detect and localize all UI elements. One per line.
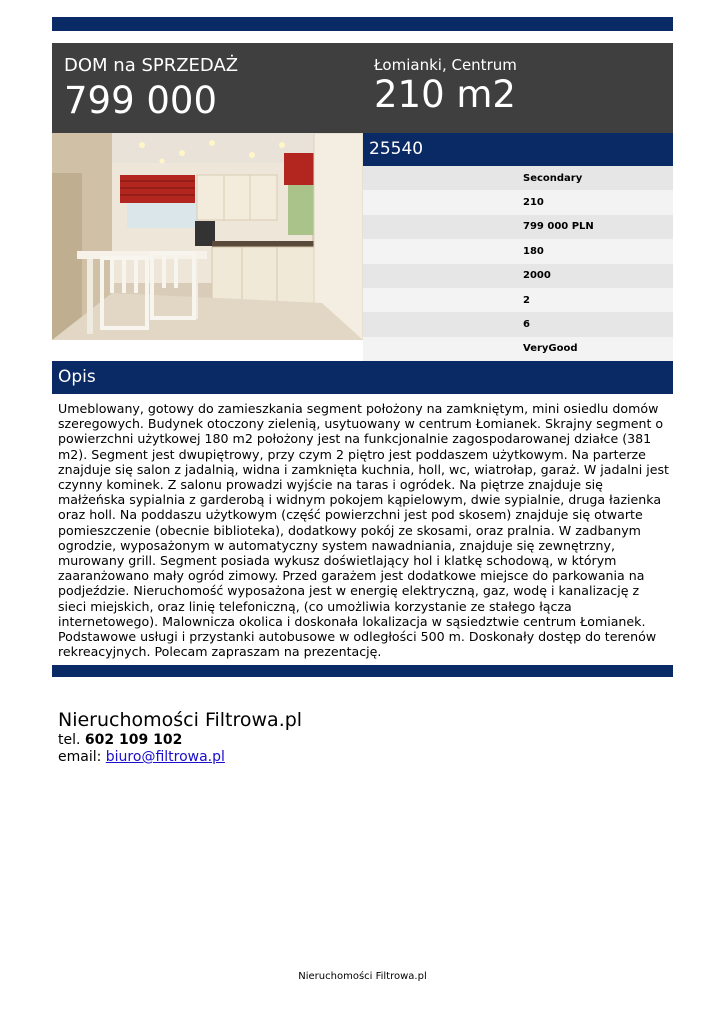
description-text: Umeblowany, gotowy do zamieszkania segment położony na zamkniętym, mini osiedlu domów szeregowych. Budynek otoczony zielenią, usytuowany w centrum Łomianek. Skrajny segment o powierzchni użytkowej 180 m2 położony jest na funkcjonalnie zagospodarowanej działce (381 m2). Segment jest dwupiętrowy, przy czym 2 piętro jest poddaszem użytkowym. Na parterze znajduje się salon z jadalnią, widna i zamknięta kuchnia, holl, wc, wiatrołap, garaż. W jadalni jest czynny kominek. Z salonu prowadzi wyjście na taras i ogródek. Na piętrze znajduje się małżeńska sypialnia z garderobą i widnym pokojem kąpielowym, dwie sypialnie, druga łazienka oraz holl. Na poddaszu użytkowym (część powierzchni jest pod skosem) znajduje się otwarte pomieszczenie (obecnie biblioteka), dodatkowy pokój ze skosami, oraz pralnia. W zadbanym ogrodzie, wyposażonym w automatyczny system nawadniania, znajduje się zewnętrzny, murowany grill. Segment posiada wykusz doświetlający hol i klatkę schodową, w którym zaaranżowano mały ogród zimowy. Przed garażem jest dodatkowe miejsce do parkowania na podjeździe. Nieruchomość wyposażona jest w energię elektryczną, gaz, wodę i kanalizację z sieci miejskich, oraz linię telefoniczną, (co umożliwia korzystanie ze stałego łącza internetowego). Malownicza okolica i doskonała lokalizacja w sąsiedztwie centrum Łomianek. Podstawowe usługi i przystanki autobusowe w odległości 500 m. Doskonały dostęp do terenów rekreacyjnych. Polecam zapraszam na prezentację.	[58, 401, 669, 660]
listing-header	[52, 43, 673, 133]
company-name: Nieruchomości Filtrowa.pl	[58, 709, 303, 731]
spec-value: 2	[523, 294, 530, 306]
listing-id-bar: 25540	[363, 133, 673, 166]
spec-row	[363, 190, 673, 214]
listing-location: Łomianki, Centrum	[374, 56, 517, 74]
spec-row	[363, 264, 673, 288]
header-left	[64, 55, 238, 123]
spec-row	[363, 239, 673, 263]
email-label: email:	[58, 749, 102, 765]
email-link[interactable]: biuro@filtrowa.pl	[105, 749, 225, 765]
page-footer: Nieruchomości Filtrowa.pl	[298, 971, 427, 982]
spec-row	[363, 166, 673, 190]
email-line	[58, 749, 302, 766]
spec-value: VeryGood	[523, 343, 578, 355]
specs-table	[363, 166, 673, 361]
spec-row	[363, 337, 673, 361]
property-photo	[52, 133, 363, 340]
spec-value: 799 000 PLN	[523, 221, 594, 233]
phone-label: tel.	[58, 732, 81, 748]
header-right	[374, 55, 517, 115]
listing-price: 799 000	[64, 79, 218, 122]
phone-line	[58, 732, 302, 749]
listing-type: DOM na SPRZEDAŻ	[64, 55, 239, 76]
listing-area: 210 m2	[374, 73, 516, 116]
bottom-divider-bar	[52, 665, 673, 677]
top-divider-bar	[52, 17, 673, 31]
spec-value: 2000	[523, 270, 551, 282]
spec-row	[363, 215, 673, 239]
spec-value: 6	[523, 319, 530, 331]
contact-block	[58, 708, 302, 766]
description-header: Opis	[52, 361, 673, 394]
spec-row	[363, 288, 673, 312]
spec-value: 180	[523, 245, 544, 257]
spec-value: 210	[523, 197, 544, 209]
spec-value: Secondary	[523, 172, 583, 184]
spec-row	[363, 312, 673, 336]
phone-number: 602 109 102	[84, 732, 183, 748]
